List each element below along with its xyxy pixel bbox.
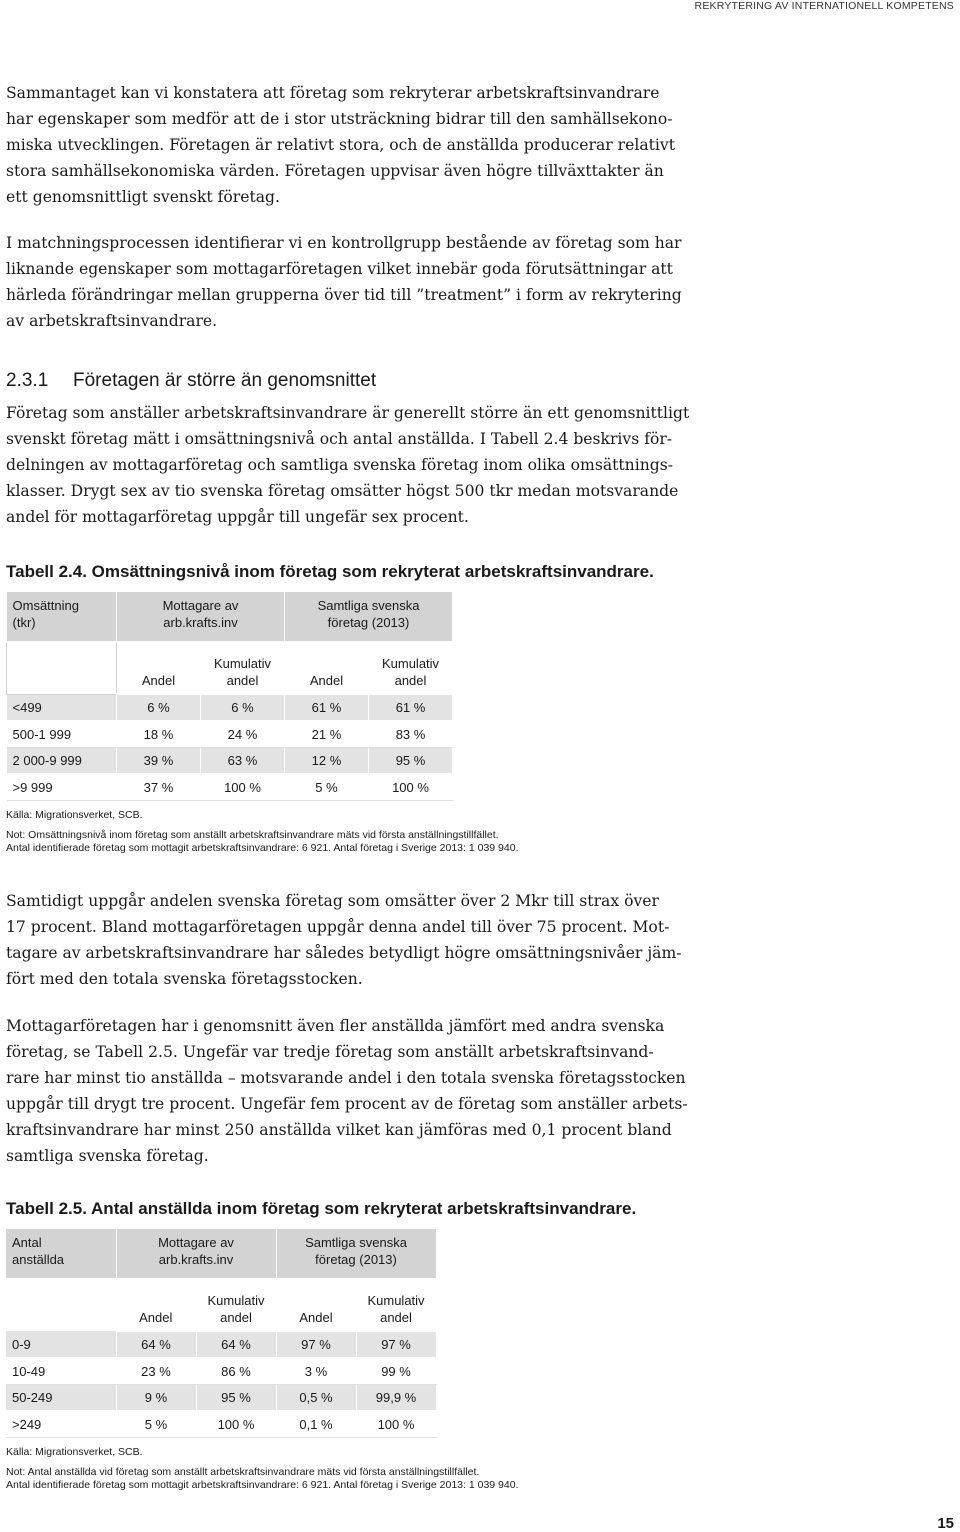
table-cell: 100 % bbox=[369, 774, 453, 801]
table-row bbox=[6, 1411, 436, 1438]
column-header: Omsättning (tkr) bbox=[7, 592, 117, 642]
table-cell: 39 % bbox=[117, 748, 201, 775]
text-line: företag, se Tabell 2.5. Ungefär var tredje företag som anställt arbetskraftsinvand- bbox=[6, 1043, 654, 1061]
column-header: Kumulativ andel bbox=[196, 1279, 276, 1331]
table-cell: 61 % bbox=[369, 694, 453, 721]
page-number: 15 bbox=[937, 1515, 954, 1532]
text-line: liknande egenskaper som mottagarföretagen vilket innebär goda förutsättningar att bbox=[6, 260, 673, 278]
paragraph-summary bbox=[6, 80, 736, 210]
table-notes bbox=[6, 829, 518, 855]
group-header: Mottagare av arb.krafts.inv bbox=[116, 1229, 276, 1279]
text-line: uppgår till drygt tre procent. Ungefär fem procent av de företag som anställer arbets- bbox=[6, 1095, 688, 1113]
table-cell: 97 % bbox=[276, 1331, 356, 1358]
table-row bbox=[7, 748, 453, 775]
text-line: klasser. Drygt sex av tio svenska företag omsätter högst 500 tkr medan motsvarande bbox=[6, 482, 679, 500]
column-header: Andel bbox=[285, 642, 369, 694]
table-cell: 18 % bbox=[117, 721, 201, 748]
table-cell: 100 % bbox=[356, 1411, 436, 1438]
table-cell: 2 000-9 999 bbox=[7, 748, 117, 775]
table-source bbox=[6, 809, 143, 822]
table-cell: 83 % bbox=[369, 721, 453, 748]
group-header: Mottagare av arb.krafts.inv bbox=[117, 592, 285, 642]
table-cell: >9 999 bbox=[7, 774, 117, 801]
running-head: REKRYTERING AV INTERNATIONELL KOMPETENS bbox=[694, 0, 954, 12]
text-line: Företag som anställer arbetskraftsinvandrare är generellt större än ett genomsnittligt bbox=[6, 404, 690, 422]
empty-cell bbox=[6, 1279, 116, 1331]
table-subheader-row bbox=[6, 1279, 436, 1331]
table-cell: 5 % bbox=[285, 774, 369, 801]
table-cell: 95 % bbox=[196, 1385, 276, 1412]
column-header: Antal anställda bbox=[6, 1229, 116, 1279]
table-cell: 64 % bbox=[116, 1331, 196, 1358]
table-cell: 64 % bbox=[196, 1331, 276, 1358]
table-cell: 6 % bbox=[117, 694, 201, 721]
text-line: kraftsinvandrare har minst 250 anställda vilket kan jämföras med 0,1 procent bland bbox=[6, 1121, 672, 1139]
paragraph-matching bbox=[6, 230, 736, 334]
note-line: Not: Antal anställda vid företag som anställt arbetskraftsinvandrare mäts vid första anställningstillfället. bbox=[6, 1466, 480, 1478]
section-heading bbox=[6, 369, 376, 393]
paragraph-size bbox=[6, 400, 736, 530]
table-row bbox=[6, 1385, 436, 1412]
table-notes bbox=[6, 1466, 518, 1492]
table-subheader-row bbox=[7, 642, 453, 694]
paragraph-employees bbox=[6, 1013, 736, 1169]
table-cell: 9 % bbox=[116, 1385, 196, 1412]
source-line: Källa: Migrationsverket, SCB. bbox=[6, 1446, 143, 1458]
table-header-row bbox=[6, 1229, 436, 1279]
table-cell: 0-9 bbox=[6, 1331, 116, 1358]
empty-cell bbox=[7, 642, 117, 694]
text-line: tagare av arbetskraftsinvandrare har således betydligt högre omsättningsnivåer jäm- bbox=[6, 944, 682, 962]
column-header: Kumulativ andel bbox=[356, 1279, 436, 1331]
column-header: Andel bbox=[117, 642, 201, 694]
table-row bbox=[6, 1358, 436, 1385]
table-caption: Tabell 2.4. Omsättningsnivå inom företag som rekryterat arbetskraftsinvandrare. bbox=[6, 562, 654, 581]
section-number: 2.3.1 bbox=[6, 370, 49, 391]
note-line: Antal identifierade företag som mottagit arbetskraftsinvandrare: 6 921. Antal företag i Sverige 2013: 1 039 940. bbox=[6, 842, 519, 854]
text-line: Samtidigt uppgår andelen svenska företag som omsätter över 2 Mkr till strax över bbox=[6, 892, 659, 910]
table-cell: 50-249 bbox=[6, 1385, 116, 1412]
table-cell: 3 % bbox=[276, 1358, 356, 1385]
text-line: 17 procent. Bland mottagarföretagen uppgår denna andel till över 75 procent. Mot- bbox=[6, 918, 670, 936]
note-line: Not: Omsättningsnivå inom företag som anställt arbetskraftsinvandrare mäts vid första anställningstillfället. bbox=[6, 829, 499, 841]
text-line: härleda förändringar mellan grupperna över tid till ”treatment” i form av rekrytering bbox=[6, 286, 682, 304]
text-line: andel för mottagarföretag uppgår till ungefär sex procent. bbox=[6, 508, 469, 526]
table-cell: <499 bbox=[7, 694, 117, 721]
table-cell: 23 % bbox=[116, 1358, 196, 1385]
text-line: delningen av mottagarföretag och samtliga svenska företag inom olika omsättnings- bbox=[6, 456, 674, 474]
table-cell: 100 % bbox=[196, 1411, 276, 1438]
table-cell: 21 % bbox=[285, 721, 369, 748]
table-cell: 99 % bbox=[356, 1358, 436, 1385]
table-cell: 95 % bbox=[369, 748, 453, 775]
text-line: av arbetskraftsinvandrare. bbox=[6, 312, 218, 330]
table-header-row bbox=[7, 592, 453, 642]
text-line: Mottagarföretagen har i genomsnitt även fler anställda jämfört med andra svenska bbox=[6, 1017, 665, 1035]
column-header: Kumulativ andel bbox=[369, 642, 453, 694]
table-turnover bbox=[6, 592, 453, 801]
text-line: Sammantaget kan vi konstatera att företag som rekryterar arbetskraftsinvandrare bbox=[6, 84, 660, 102]
table-row bbox=[7, 774, 453, 801]
table-cell: 10-49 bbox=[6, 1358, 116, 1385]
table-row bbox=[7, 694, 453, 721]
table-cell: 6 % bbox=[201, 694, 285, 721]
table-cell: 63 % bbox=[201, 748, 285, 775]
table-cell: 500-1 999 bbox=[7, 721, 117, 748]
text-line: miska utvecklingen. Företagen är relativt stora, och de anställda producerar relativt bbox=[6, 136, 675, 154]
column-header: Andel bbox=[276, 1279, 356, 1331]
note-line: Antal identifierade företag som mottagit arbetskraftsinvandrare: 6 921. Antal företag i Sverige 2013: 1 039 940. bbox=[6, 1479, 519, 1491]
text-line: rare har minst tio anställda – motsvarande andel i den totala svenska företagsstocken bbox=[6, 1069, 686, 1087]
table-caption: Tabell 2.5. Antal anställda inom företag som rekryterat arbetskraftsinvandrare. bbox=[6, 1199, 637, 1218]
table-cell: 97 % bbox=[356, 1331, 436, 1358]
text-line: stora samhällsekonomiska värden. Företagen uppvisar även högre tillväxttakter än bbox=[6, 162, 664, 180]
group-header: Samtliga svenska företag (2013) bbox=[285, 592, 453, 642]
table-row bbox=[6, 1331, 436, 1358]
table-cell: 0,1 % bbox=[276, 1411, 356, 1438]
column-header: Andel bbox=[116, 1279, 196, 1331]
text-line: ett genomsnittligt svenskt företag. bbox=[6, 188, 280, 206]
text-line: samtliga svenska företag. bbox=[6, 1147, 209, 1165]
text-line: har egenskaper som medför att de i stor utsträckning bidrar till den samhällsekono- bbox=[6, 110, 673, 128]
table-employees bbox=[6, 1229, 437, 1438]
table-cell: 5 % bbox=[116, 1411, 196, 1438]
source-line: Källa: Migrationsverket, SCB. bbox=[6, 809, 143, 821]
table-cell: >249 bbox=[6, 1411, 116, 1438]
table-source bbox=[6, 1446, 143, 1459]
section-title: Företagen är större än genomsnittet bbox=[73, 370, 377, 391]
table-cell: 37 % bbox=[117, 774, 201, 801]
column-header: Kumulativ andel bbox=[201, 642, 285, 694]
table-cell: 100 % bbox=[201, 774, 285, 801]
text-line: I matchningsprocessen identifierar vi en kontrollgrupp bestående av företag som har bbox=[6, 234, 682, 252]
text-line: svenskt företag mätt i omsättningsnivå och antal anställda. I Tabell 2.4 beskrivs för- bbox=[6, 430, 673, 448]
table-cell: 86 % bbox=[196, 1358, 276, 1385]
table-cell: 61 % bbox=[285, 694, 369, 721]
table-cell: 24 % bbox=[201, 721, 285, 748]
table-cell: 0,5 % bbox=[276, 1385, 356, 1412]
table-row bbox=[7, 721, 453, 748]
group-header: Samtliga svenska företag (2013) bbox=[276, 1229, 436, 1279]
table-cell: 12 % bbox=[285, 748, 369, 775]
text-line: fört med den totala svenska företagsstocken. bbox=[6, 970, 363, 988]
table-cell: 99,9 % bbox=[356, 1385, 436, 1412]
paragraph-turnover bbox=[6, 888, 736, 992]
